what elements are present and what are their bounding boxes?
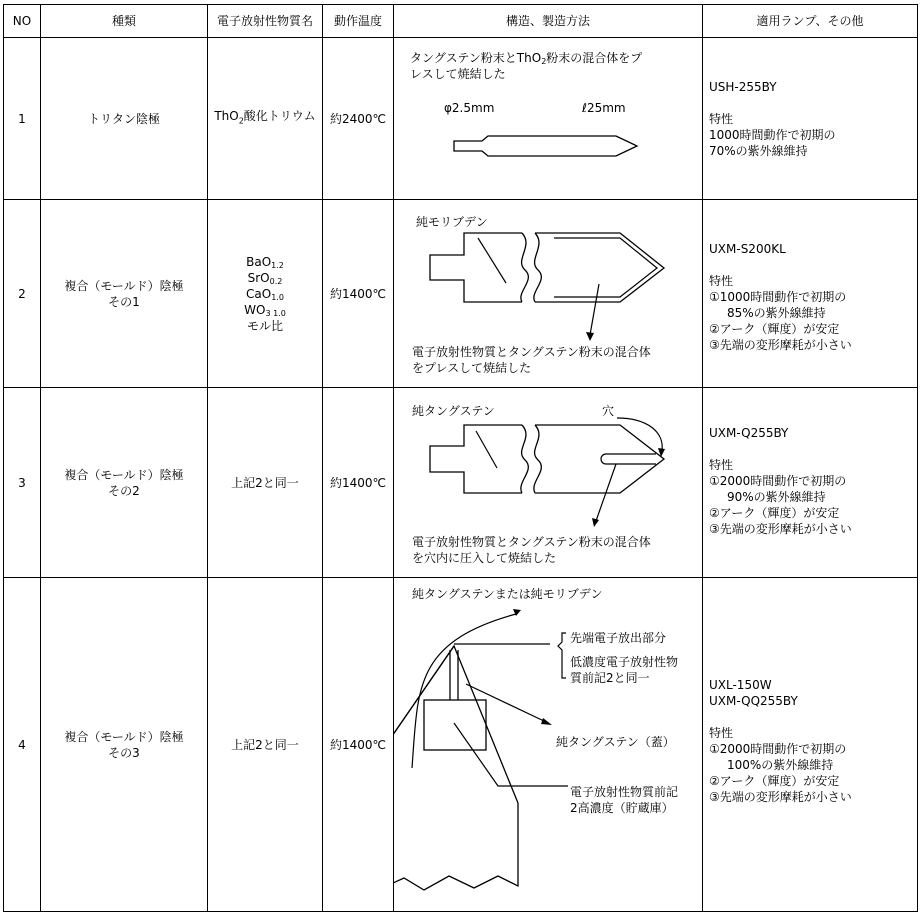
leader-mixture [590,284,599,335]
emitter-material [208,200,323,388]
feature-line: ②アーク（輝度）が安定 [709,322,840,336]
arrowhead [592,518,599,527]
label-hole: 穴 [602,404,615,418]
emitter-material: 上記2と同一 [208,578,323,912]
feature-title: 特性 [709,274,734,288]
cathode-type-line: トリタン陰極 [87,111,160,126]
header-material: 電子放射性物質名 [208,5,323,38]
lamp-model: UXM-Q255BY [709,426,789,440]
hole [601,454,656,464]
operating-temperature: 約2400℃ [323,38,394,200]
leader-material [412,614,516,768]
label-low-concentration: 低濃度電子放射性物 [570,655,679,669]
lamp-model: USH-255BY [709,80,777,94]
label-high-concentration-line2: 2高濃度（貯蔵庫） [570,801,674,815]
cathode-type [41,578,208,912]
lamp-cell [703,388,918,578]
emitter-material [208,38,323,200]
base-body [430,425,522,493]
structure-cell [394,388,703,578]
cathode-left-edge [394,646,454,912]
molar-ratio-note: モル比 [246,318,283,333]
label-tungsten-lid: 純タングステン（蓋） [556,735,675,749]
table-row [4,38,918,200]
cathode-type-line: 複合（モールド）陰極 [64,729,184,744]
lamp-model: UXM-QQ255BY [709,694,798,708]
compound-bao: BaO$_{1.2}$ [246,254,284,270]
compound-wo3: $WO_{3 1.0}$ [244,302,286,318]
row-number: 2 [4,200,41,388]
header-row [4,5,918,38]
break-line-left [521,425,529,493]
cathode-type [41,388,208,578]
leader-lid [466,684,546,722]
bracket [558,633,566,678]
break-line-right [534,233,542,302]
header-lamp: 適用ランプ、その他 [703,5,918,38]
feature-line: ②アーク（輝度）が安定 [709,506,840,520]
leader-tungsten [476,431,497,468]
row-number: 3 [4,388,41,578]
header-structure: 構造、製造方法 [394,5,703,38]
operating-temperature: 約1400℃ [323,388,394,578]
leader-hole [617,418,662,450]
structure-description: タングステン粉末とThO$_2$粉末の混合体をプ [410,51,643,66]
feature-line: 1000時間動作で初期の [709,128,836,142]
feature-line: 70%の紫外線維持 [709,144,808,158]
emitter-material: 上記2と同一 [208,388,323,578]
thoriated-electrode-shape [454,136,637,156]
feature-line: ③先端の変形摩耗が小さい [709,338,852,352]
lamp-cell [703,200,918,388]
feature-line: ②アーク（輝度）が安定 [709,774,840,788]
header-temperature: 動作温度 [323,5,394,38]
label-pure-molybdenum: 純モリブデン [416,215,488,229]
lamp-cell [703,38,918,200]
feature-line: ①1000時間動作で初期の [709,290,847,304]
feature-line: 90%の紫外線維持 [727,490,826,504]
arrowhead [541,718,552,725]
label-mixture-line2: を穴内に圧入して焼結した [412,551,557,565]
label-mixture: 電子放射性物質とタングステン粉末の混合体 [412,345,651,359]
feature-line: ③先端の変形摩耗が小さい [709,522,852,536]
feature-line: ①2000時間動作で初期の [709,742,847,756]
cathode-type [41,38,208,200]
cathode-type [41,200,208,388]
label-mixture: 電子放射性物質とタングステン粉末の混合体 [412,535,651,549]
leader-reservoir [454,723,568,786]
row-number: 1 [4,38,41,200]
inner-tip [554,238,657,297]
arrowhead [586,332,594,341]
header-no: NO [4,5,41,38]
table-row [4,200,918,388]
feature-title: 特性 [709,726,734,740]
cathode-type-line: 複合（モールド）陰極 [64,278,184,293]
base-body [430,233,522,302]
cathode-type-line: その3 [108,745,140,760]
lamp-model: UXM-S200KL [709,242,786,256]
cathode-type-line: その1 [108,294,140,309]
tho2-formula: ThO$_2$酸化トリウム [214,108,316,126]
structure-cell [394,578,703,912]
compound-cao: CaO$_{1.0}$ [246,286,284,302]
header-type: 種類 [41,5,208,38]
table-row [4,388,918,578]
cathode-type-line: 複合（モールド）陰極 [64,467,184,482]
operating-temperature: 約1400℃ [323,578,394,912]
label-tip-emission: 先端電子放出部分 [570,631,667,645]
structure-cell [394,200,703,388]
feature-line: 100%の紫外線維持 [727,758,834,772]
label-pure-tungsten: 純タングステン [412,404,495,418]
label-mixture-line2: をプレスして焼結した [412,361,532,375]
feature-line: ①2000時間動作で初期の [709,474,847,488]
feature-title: 特性 [709,112,734,126]
tip-outline [535,425,664,493]
cathode-table [3,4,918,912]
structure-cell [394,38,703,200]
label-low-concentration-line2: 質前記2と同一 [570,671,650,685]
operating-temperature: 約1400℃ [323,200,394,388]
lamp-cell [703,578,918,912]
outer-tip [535,233,664,302]
label-high-concentration: 電子放射性物質前記 [570,785,679,799]
lamp-model: UXL-150W [709,678,772,692]
structure-description-line2: レスして焼結した [410,67,506,81]
break-line-right [534,425,542,493]
diameter-label: φ2.5mm [444,101,495,115]
leader-moly [478,238,506,283]
feature-line: ③先端の変形摩耗が小さい [709,790,852,804]
break-line-left [521,233,529,302]
compound-sro: SrO$_{0.2}$ [247,270,283,286]
cathode-type-line: その2 [108,483,140,498]
table-row [4,578,918,912]
feature-title: 特性 [709,458,734,472]
row-number: 4 [4,578,41,912]
label-tungsten-or-moly: 純タングステンまたは純モリブデン [412,587,603,601]
length-label: ℓ25mm [582,101,626,115]
feature-line: 85%の紫外線維持 [727,306,826,320]
